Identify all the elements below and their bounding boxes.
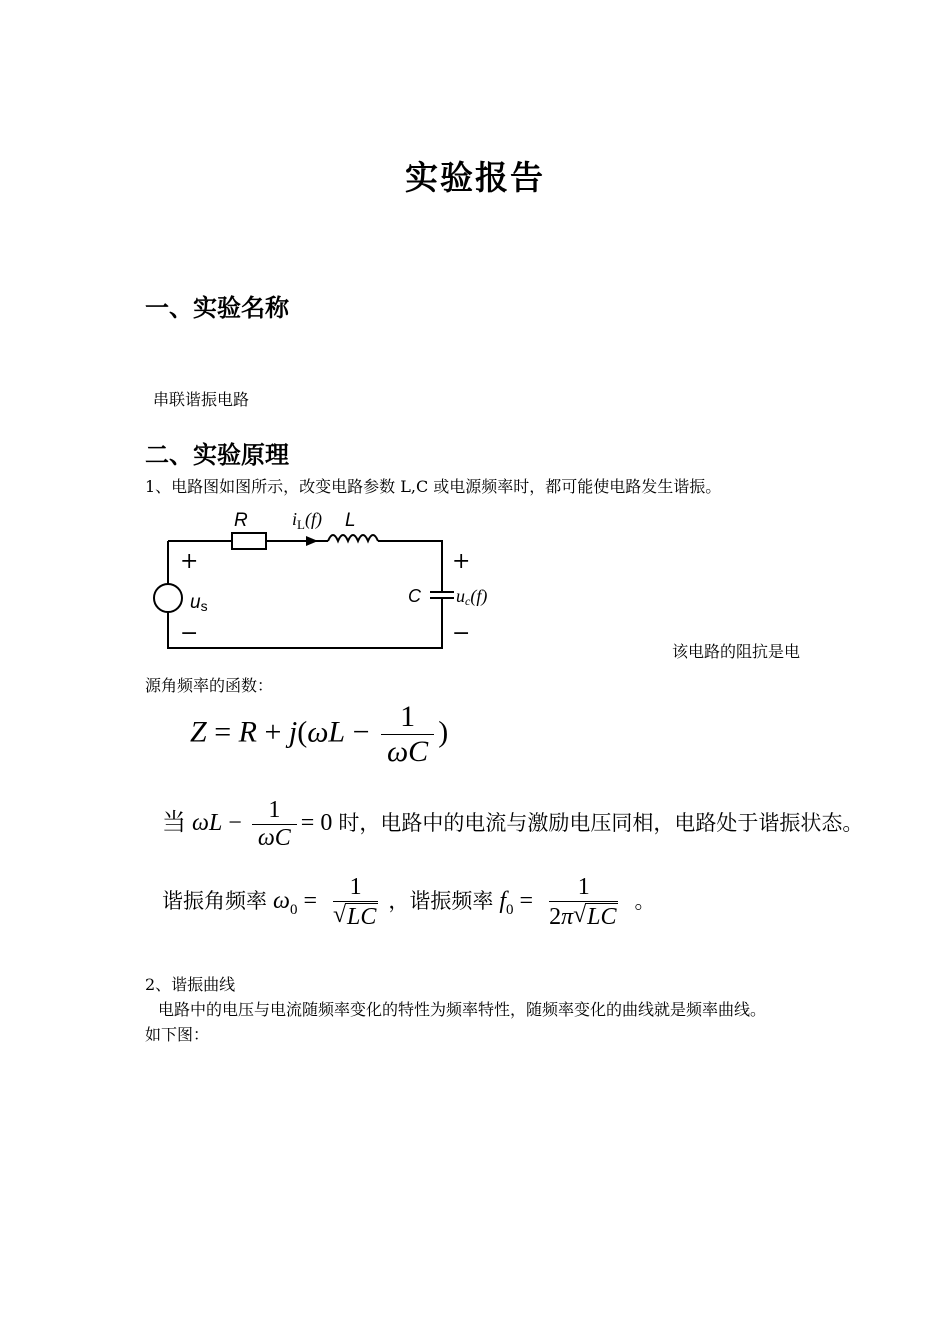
- source-label: us: [190, 592, 208, 614]
- resonance-frequency: 谐振角频率 $\omega_0$ = 1 √ LC ，谐振频率 $f_0$ = 1 2π √ LC 。: [162, 874, 656, 930]
- capacitor-label: C: [408, 586, 421, 606]
- section-heading-name: 一、实验名称: [145, 294, 289, 322]
- cap-voltage-label: uc(f): [456, 586, 488, 608]
- impedance-equation: Z = R + j(ωL − $\frac{1}{\omega C}$ ): [190, 700, 449, 768]
- principle-item-2-tail: 如下图：: [145, 1025, 210, 1044]
- resonance-condition: 当 ωL − $\frac{1}{\omega C}$ = 0 时，电路中的电流与激励电压同相，电路处于谐振状态。: [162, 797, 864, 851]
- impedance-text-b: 源角频率的函数：: [145, 676, 274, 695]
- current-label: $i_L(f)$: [292, 509, 322, 532]
- cap-minus: −: [452, 621, 471, 646]
- report-title: 实验报告: [405, 158, 545, 197]
- source-plus: +: [180, 549, 199, 574]
- circuit-diagram: [140, 500, 510, 660]
- section-heading-principle: 二、实验原理: [145, 441, 289, 469]
- principle-item-2: 2、谐振曲线: [145, 975, 236, 994]
- cap-plus: +: [452, 549, 471, 574]
- experiment-name: 串联谐振电路: [153, 390, 250, 409]
- principle-item-2-desc: 电路中的电压与电流随频率变化的特性为频率特性，随频率变化的曲线就是频率曲线。: [158, 1000, 767, 1019]
- principle-item-1: 1、电路图如图所示，改变电路参数 L,C 或电源频率时，都可能使电路发生谐振。: [145, 477, 722, 496]
- source-minus: −: [180, 621, 199, 646]
- resistor-label: R: [234, 510, 248, 531]
- impedance-text-a: 该电路的阻抗是电: [672, 642, 801, 661]
- inductor-label: L: [345, 510, 356, 531]
